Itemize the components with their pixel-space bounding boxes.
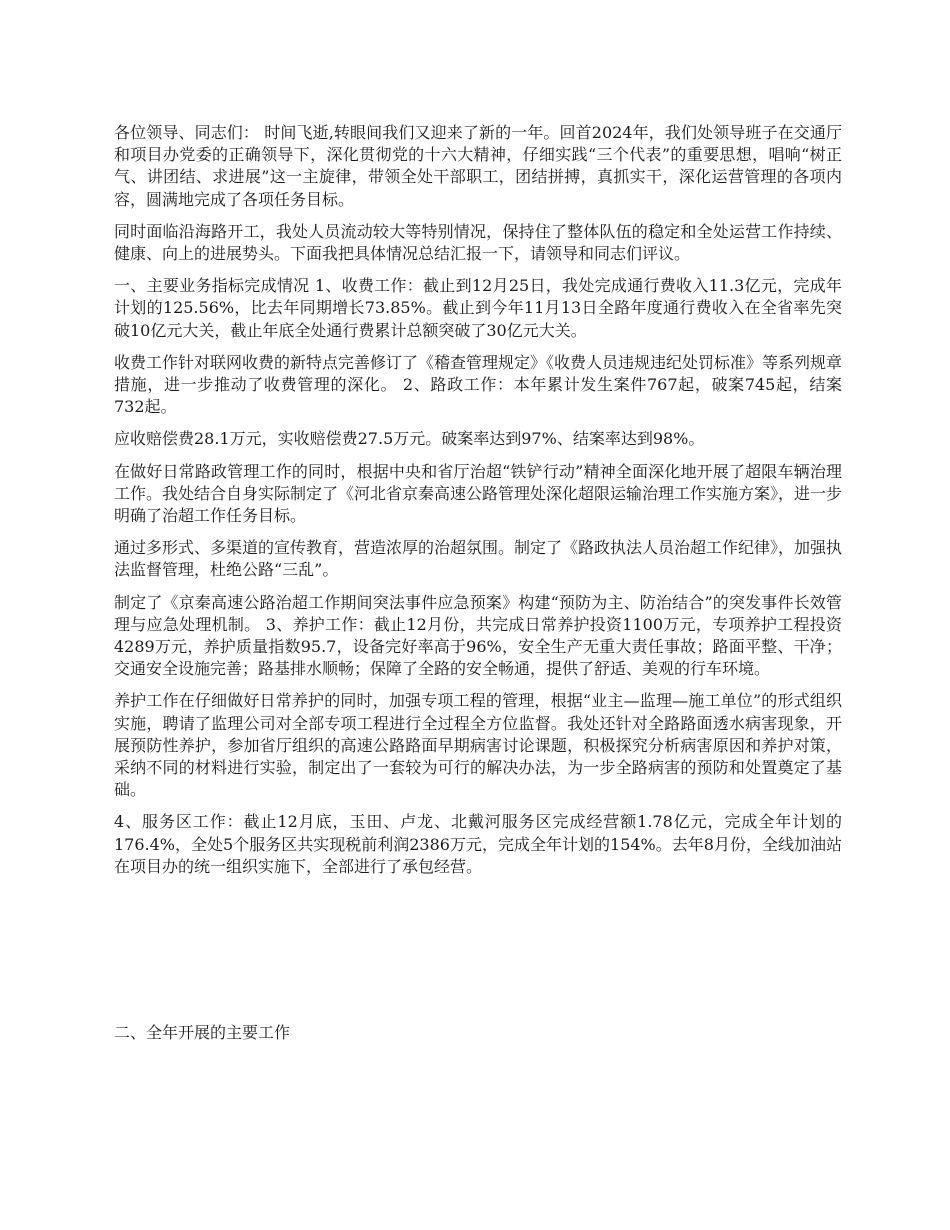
- paragraph-overview: 同时面临沿海路开工，我处人员流动较大等特别情况，保持住了整体队伍的稳定和全处运营工作持续、健康、向上的进展势头。下面我把具体情况总结汇报一下，请领导和同志们评议。: [114, 221, 842, 264]
- paragraph-publicity: 通过多形式、多渠道的宣传教育，营造浓厚的治超氛围。制定了《路政执法人员治超工作纪律》，加强执法监督管理，杜绝公路“三乱”。: [114, 538, 843, 580]
- paragraph-opening: 各位领导、同志们： 时间飞逝,转眼间我们又迎来了新的一年。回首2024年，我们处领导班子在交通厅和项目办党委的正确领导下，深化贯彻党的十六大精神，仔细实践“三个代表”的重要思想，唱响“树正气、讲团结、求进展”这一主旋律，带领全处干部职工，团结拼搏，真抓实干，深化运营管理的各项内容，圆满地完成了各项任务目标。: [114, 123, 842, 209]
- paragraph-overload-control: 在做好日常路政管理工作的同时，根据中央和省厅治超“铁铲行动”精神全面深化地开展了超限车辆治理工作。我处结合自身实际制定了《河北省京秦高速公路管理处深化超限运输治理工作实施方案》，进一步明确了治超工作任务目标。: [114, 461, 843, 526]
- paragraph-maintenance: 制定了《京秦高速公路治超工作期间突法事件应急预案》构建“预防为主、防治结合”的突发事件长效管理与应急处理机制。 3、养护工作：截止12月份，共完成日常养护投资1100万元，专项养护工程投资4289万元，养护质量指数95.7，设备完好率高于96%，安全生产无重大责任事故；路面平整、干净；交通安全设施完善；路基排水顺畅；保障了全路的安全畅通，提供了舒适、美观的行车环境。: [114, 592, 842, 679]
- paragraph-service-area: 4、服务区工作：截止12月底，玉田、卢龙、北戴河服务区完成经营额1.78亿元，完成全年计划的176.4%，全处5个服务区共实现税前利润2386万元，完成全年计划的154%。去年8月份，全线加油站在项目办的统一组织实施下，全部进行了承包经营。: [114, 812, 842, 876]
- paragraph-toll-revenue: 一、主要业务指标完成情况 1、收费工作：截止到12月25日，我处完成通行费收入11.3亿元，完成年计划的125.56%，比去年同期增长73.85%。截止到今年11月13日全路年度通行费收入在全省率先突破10亿元大关，截止年底全处通行费累计总额突破了30亿元大关。: [114, 276, 842, 340]
- document-body: [114, 122, 842, 888]
- paragraph-toll-management: 收费工作针对联网收费的新特点完善修订了《稽查管理规定》《收费人员违规违纪处罚标准》等系列规章措施，进一步推动了收费管理的深化。 2、路政工作：本年累计发生案件767起，破案745起，结案732起。: [114, 352, 843, 417]
- paragraph-compensation: 应收赔偿费28.1万元，实收赔偿费27.5万元。破案率达到97%、结案率达到98%。: [114, 429, 705, 449]
- section-heading: 二、全年开展的主要工作: [114, 1023, 291, 1042]
- paragraph-special-projects: 养护工作在仔细做好日常养护的同时，加强专项工程的管理，根据“业主—监理—施工单位”的形式组织实施，聘请了监理公司对全部专项工程进行全过程全方位监督。我处还针对全路路面透水病害现象，开展预防性养护，参加省厅组织的高速公路路面早期病害讨论课题，积极探究分析病害原因和养护对策，采纳不同的材料进行实验，制定出了一套较为可行的解决办法，为一步全路病害的预防和处置奠定了基础。: [114, 691, 842, 800]
